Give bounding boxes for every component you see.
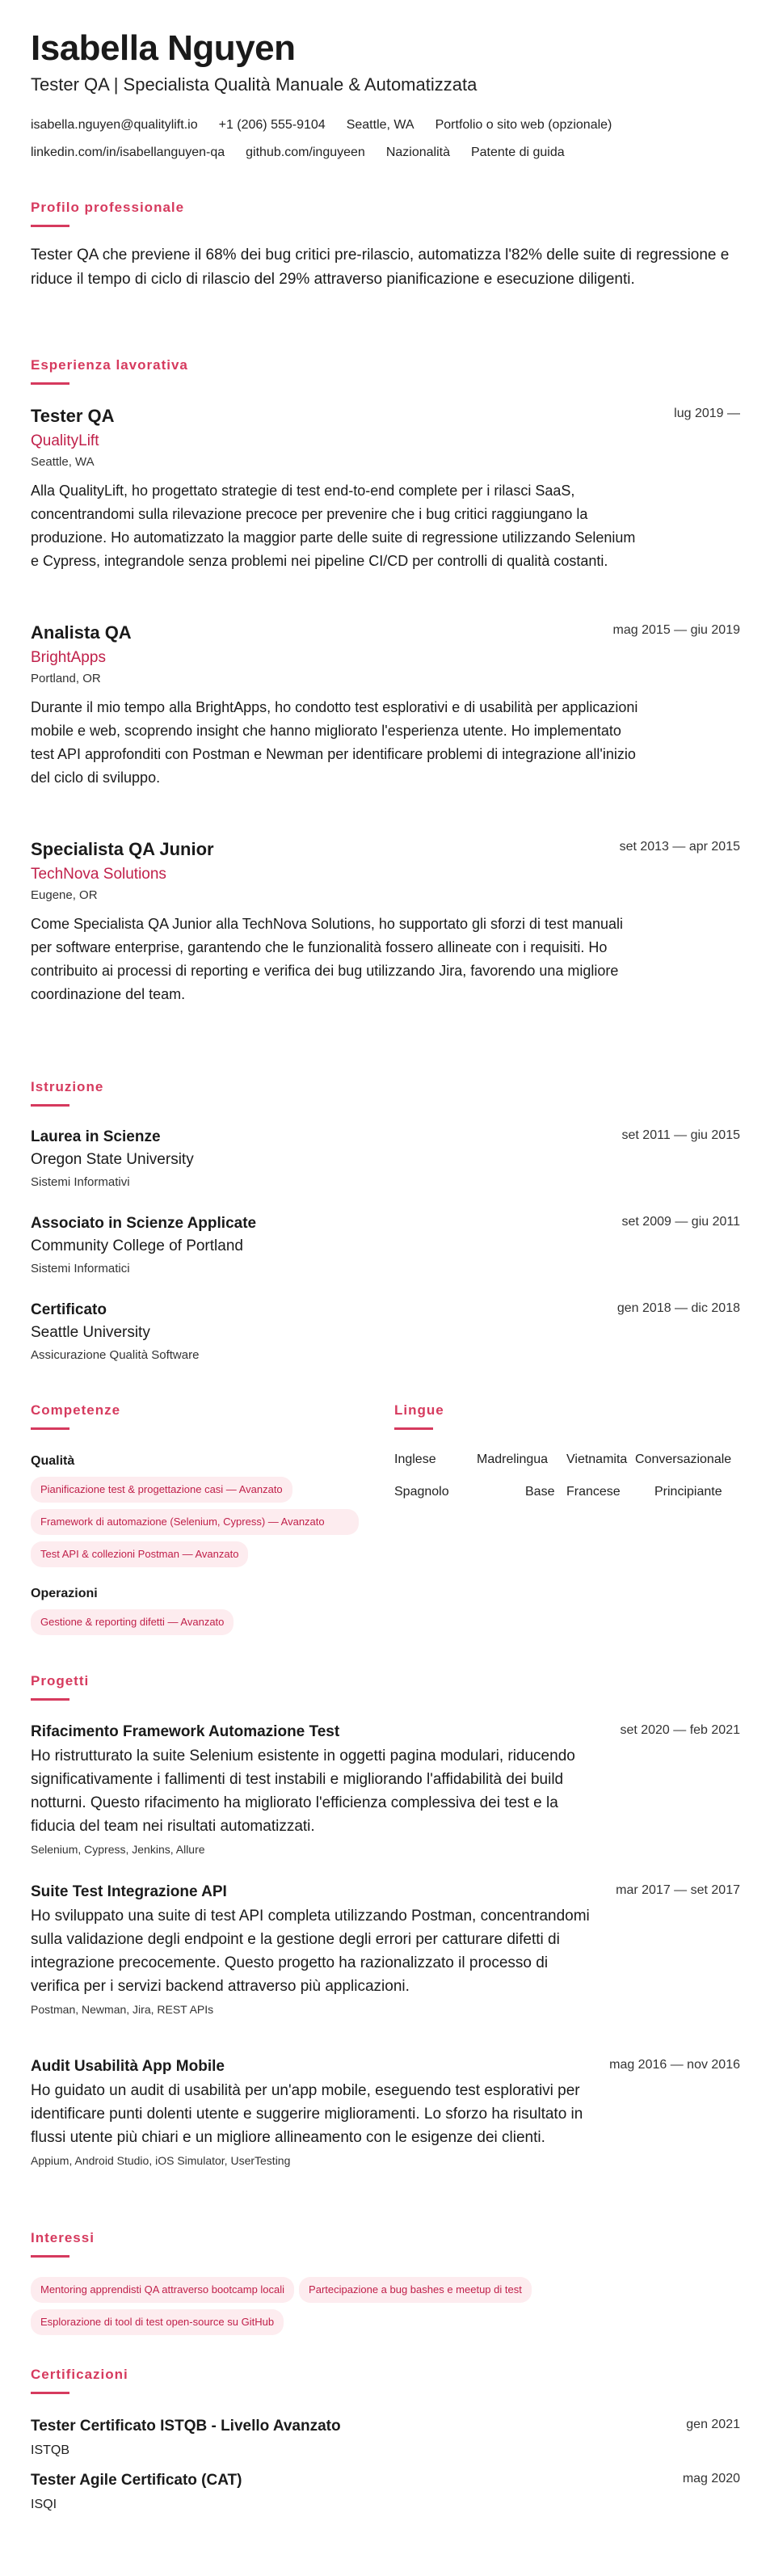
project-description: Ho ristrutturato la suite Selenium esistente in oggetti pagina modulari, riducendo significativamente i fallimenti di test instabili e migliorando l'affidabilità dei build notturni. Questo rifacimento ha migliorato l'efficienza complessiva dei test e la fiducia del team nei risultati automatizzati. [31, 1748, 575, 1835]
job-description: Durante il mio tempo alla BrightApps, ho condotto test esplorativi e di usabilità per applicazioni mobile e web, scoprendo insight che hanno migliorato l'esperienza utente. Ho implementato test API approfonditi con Postman e Newman per identificare problemi di integrazione all'inizio del ciclo di sviluppo. [31, 699, 638, 786]
interest-tag-list [31, 2277, 693, 2342]
contact-driving-license: Patente di guida [470, 145, 565, 159]
education-school: Seattle University [31, 1324, 150, 1341]
skill-tag: Gestione & reporting difetti — Avanzato [31, 1609, 234, 1635]
candidate-name: Isabella Nguyen [31, 28, 296, 68]
job-date: mag 2015 — giu 2019 [612, 623, 740, 637]
education-field: Assicurazione Qualità Software [31, 1348, 200, 1362]
certification-date: mag 2020 [682, 2472, 740, 2485]
contact-email[interactable]: isabella.nguyen@qualitylift.io [31, 118, 198, 132]
section-divider [31, 2392, 69, 2394]
job-description: Come Specialista QA Junior alla TechNova Solutions, ho supportato gli sforzi di test manuali per software enterprise, garantendo che le funzionalità fossero allineate con i requisiti. Ho contribuito ai processi di reporting e verifica dei bug utilizzando Jira, favorendo una migliore coordinazione del team. [31, 916, 624, 1002]
certifications-section [31, 2366, 740, 2394]
education-degree: Certificato [31, 1301, 107, 1318]
profile-summary: Tester QA che previene il 68% dei bug critici pre-rilascio, automatizza l'82% delle suite di regressione e riduce il tempo di ciclo di rilascio del 29% attraverso pianificazione e esecuzione diligenti. [31, 247, 730, 288]
projects-section [31, 1672, 740, 1701]
job-description: Alla QualityLift, ho progettato strategie di test end-to-end complete per i rilasci SaaS, concentrandomi sulla rilevazione precoce per prevenire che i bug critici raggiungano la produzione. Ho automatizzato la maggior parte delle suite di regressione utilizzando Selenium e Cypress, integrandole senza problemi nei pipeline CI/CD per controlli di qualità costanti. [31, 483, 636, 569]
education-date: set 2009 — giu 2011 [621, 1215, 740, 1229]
job-company: BrightApps [31, 649, 106, 666]
skill-group-title: Qualità [31, 1454, 75, 1468]
project-entry [31, 2056, 740, 2169]
job-location: Eugene, OR [31, 888, 98, 902]
language-name: Vietnamita [566, 1452, 628, 1466]
languages-section [394, 1402, 740, 1517]
job-title: Specialista QA Junior [31, 839, 214, 859]
language-name: Francese [566, 1485, 621, 1499]
interests-section-title: Interessi [31, 2230, 95, 2245]
interest-tag: Partecipazione a bug bashes e meetup di test [299, 2277, 532, 2303]
interests-section [31, 2229, 740, 2342]
language-name: Spagnolo [394, 1485, 449, 1499]
projects-section-title: Progetti [31, 1673, 90, 1689]
language-list [394, 1452, 740, 1517]
contact-github[interactable]: github.com/inguyeen [246, 145, 365, 159]
contact-linkedin[interactable]: linkedin.com/in/isabellanguyen-qa [31, 145, 225, 159]
skill-tag-list [31, 1609, 370, 1642]
project-tech: Postman, Newman, Jira, REST APIs [31, 2003, 214, 2016]
job-entry [31, 838, 740, 1006]
skill-tag-list [31, 1477, 370, 1574]
certifications-section-title: Certificazioni [31, 2367, 128, 2382]
skill-tag: Framework di automazione (Selenium, Cypress) — Avanzato [31, 1509, 359, 1535]
job-date: set 2013 — apr 2015 [619, 840, 740, 854]
education-section-title: Istruzione [31, 1079, 104, 1094]
languages-section-title: Lingue [394, 1402, 444, 1418]
section-divider [31, 1698, 69, 1701]
interest-tag: Esplorazione di tool di test open-source su GitHub [31, 2309, 284, 2335]
job-entry [31, 622, 740, 790]
education-date: set 2011 — giu 2015 [621, 1128, 740, 1142]
certification-name: Tester Certificato ISTQB - Livello Avanzato [31, 2418, 341, 2435]
education-field: Sistemi Informativi [31, 1175, 130, 1189]
education-school: Community College of Portland [31, 1237, 243, 1254]
job-title: Analista QA [31, 622, 132, 643]
project-description: Ho sviluppato una suite di test API completa utilizzando Postman, concentrandomi sulla validazione degli endpoint e la gestione degli errori per catturare difetti di integrazione precocemente. Questo progetto ha razionalizzato il processo di verifica per i servizi backend attraverso più applicazioni. [31, 1908, 590, 1995]
candidate-headline: Tester QA | Specialista Qualità Manuale & Automatizzata [31, 74, 478, 95]
certification-entry [31, 2470, 740, 2514]
language-level: Conversazionale [635, 1452, 732, 1466]
contact-phone[interactable]: +1 (206) 555-9104 [218, 118, 326, 132]
contact-list [31, 112, 726, 167]
education-degree: Associato in Scienze Applicate [31, 1215, 257, 1232]
language-level: Base [525, 1485, 555, 1499]
certification-entry [31, 2416, 740, 2460]
profile-section-title: Profilo professionale [31, 200, 185, 215]
skill-group-title: Operazioni [31, 1587, 98, 1600]
education-degree: Laurea in Scienze [31, 1128, 161, 1145]
project-title: Suite Test Integrazione API [31, 1883, 227, 1900]
contact-nationality: Nazionalità [385, 145, 450, 159]
language-row [394, 1485, 740, 1517]
project-date: set 2020 — feb 2021 [620, 1723, 740, 1737]
certification-date: gen 2021 [686, 2418, 740, 2431]
job-entry [31, 405, 740, 573]
section-divider [394, 1427, 433, 1430]
certification-name: Tester Agile Certificato (CAT) [31, 2472, 242, 2489]
project-title: Rifacimento Framework Automazione Test [31, 1723, 340, 1740]
project-date: mag 2016 — nov 2016 [609, 2058, 740, 2072]
education-school: Oregon State University [31, 1151, 194, 1168]
education-entry [31, 1213, 740, 1278]
job-location: Seattle, WA [31, 455, 95, 469]
interest-tag: Mentoring apprendisti QA attraverso bootcamp locali [31, 2277, 294, 2303]
education-entry [31, 1300, 740, 1364]
project-title: Audit Usabilità App Mobile [31, 2058, 225, 2075]
education-field: Sistemi Informatici [31, 1262, 130, 1275]
contact-portfolio[interactable]: Portfolio o sito web (opzionale) [435, 118, 612, 132]
project-entry [31, 1882, 740, 2017]
contact-location: Seattle, WA [346, 118, 414, 132]
education-date: gen 2018 — dic 2018 [616, 1301, 740, 1315]
skill-tag: Test API & collezioni Postman — Avanzato [31, 1541, 248, 1567]
skills-section-title: Competenze [31, 1402, 121, 1418]
language-name: Inglese [394, 1452, 436, 1466]
skill-tag: Pianificazione test & progettazione casi — Avanzato [31, 1477, 292, 1503]
experience-section-title: Esperienza lavorativa [31, 357, 188, 373]
section-divider [31, 225, 69, 227]
job-title: Tester QA [31, 406, 115, 426]
resume-page [31, 27, 740, 2511]
section-divider [31, 2255, 69, 2258]
job-company: QualityLift [31, 432, 99, 449]
project-description: Ho guidato un audit di usabilità per un'app mobile, eseguendo test esplorativi per identificare punti dolenti utente e suggerire miglioramenti. Lo sforzo ha risultato in flussi utente più chiari e un migliore allineamento con le esigenze dei clienti. [31, 2082, 583, 2146]
language-level: Principiante [654, 1485, 722, 1499]
language-level: Madrelingua [477, 1452, 549, 1466]
project-tech: Appium, Android Studio, iOS Simulator, UserTesting [31, 2154, 291, 2167]
education-entry [31, 1127, 740, 1191]
job-company: TechNova Solutions [31, 866, 166, 883]
job-location: Portland, OR [31, 672, 101, 685]
project-date: mar 2017 — set 2017 [616, 1883, 740, 1897]
experience-section [31, 356, 740, 385]
profile-section [31, 199, 740, 292]
section-divider [31, 382, 69, 385]
section-divider [31, 1427, 69, 1430]
language-row [394, 1452, 740, 1485]
certification-issuer: ISQI [31, 2498, 57, 2511]
certification-issuer: ISTQB [31, 2443, 70, 2457]
education-section [31, 1078, 740, 1107]
job-date: lug 2019 — [674, 407, 740, 420]
skills-section [31, 1402, 370, 1642]
project-entry [31, 1722, 740, 1857]
section-divider [31, 1104, 69, 1107]
project-tech: Selenium, Cypress, Jenkins, Allure [31, 1843, 205, 1856]
